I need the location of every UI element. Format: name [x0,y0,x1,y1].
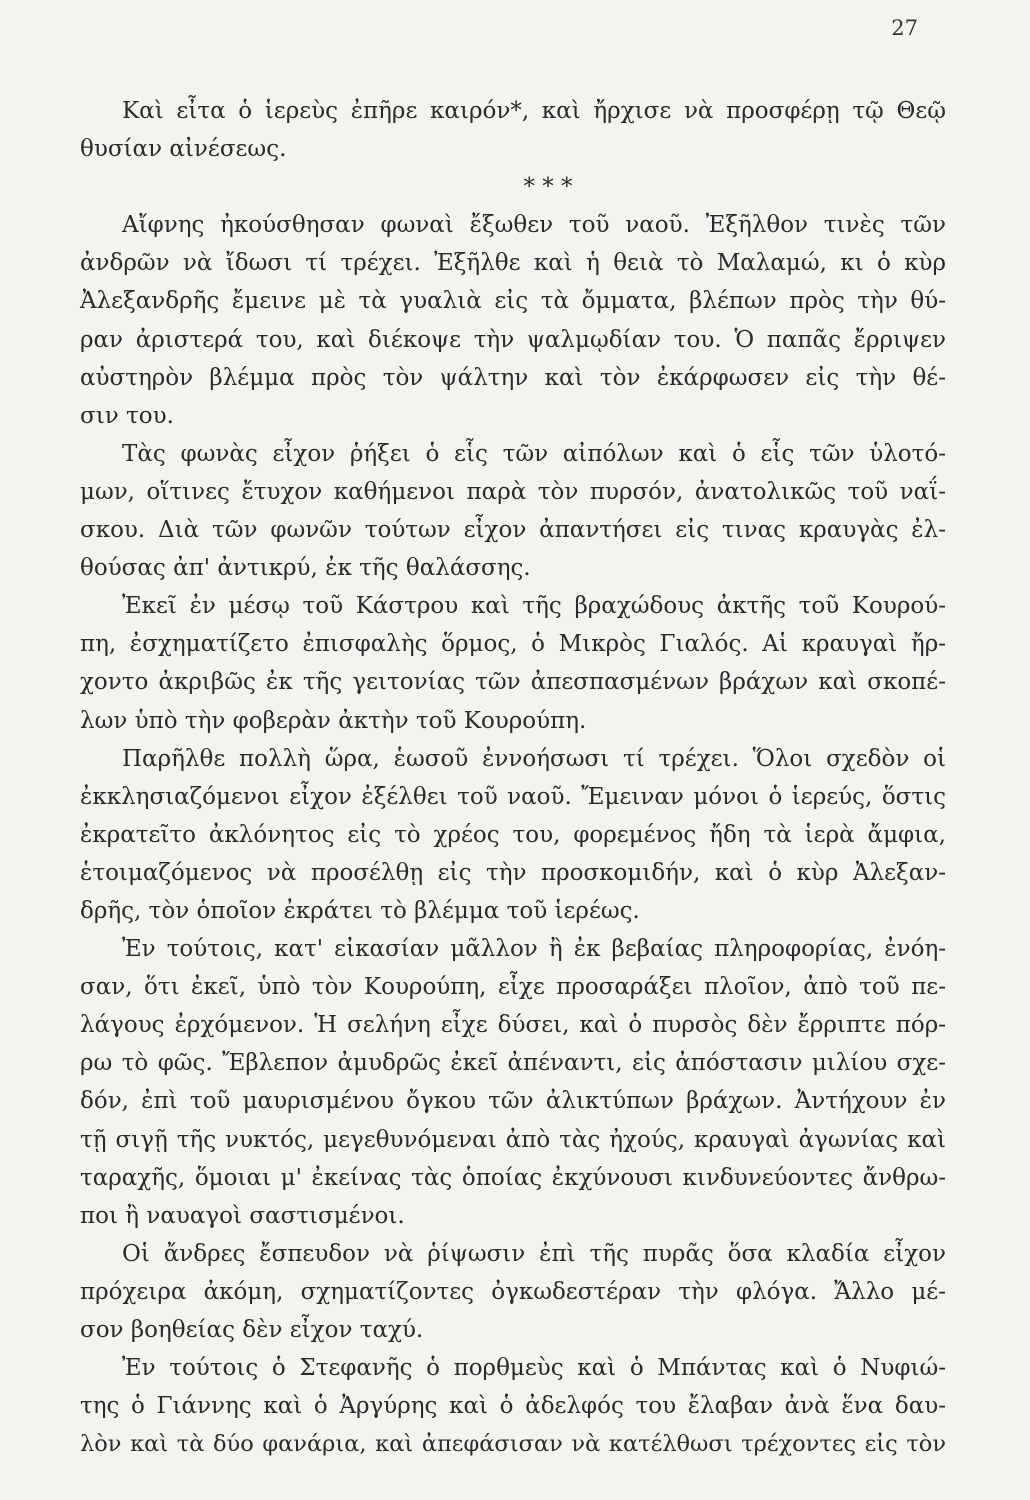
section-separator: * * * [523,174,573,201]
text-line: πρόχειρα ἀκόμη, σχηματίζοντες ὀγκωδεστέραν τὴν φλόγα. Ἄλλο μέ- [80,1278,946,1305]
text-line: Ἐν τούτοις, κατ' εἰκασίαν μᾶλλον ἢ ἐκ βεβαίας πληροφορίας, ἐνόη- [122,936,946,963]
text-line: θυσίαν αἰνέσεως. [80,136,287,163]
text-line: σιν του. [80,402,174,429]
page-number: 27 [891,16,918,40]
body-text [80,92,946,1463]
text-line: λων ὑπὸ τὴν φοβερὰν ἀκτὴν τοῦ Κουρούπη. [80,707,587,734]
text-line: σκου. Διὰ τῶν φωνῶν τούτων εἶχον ἀπαντήσει εἰς τινας κραυγὰς ἐλ- [80,517,946,544]
text-line: Καὶ εἶτα ὁ ἱερεὺς ἐπῆρε καιρόν*, καὶ ἤρχισε νὰ προσφέρῃ τῷ Θεῷ [122,98,946,124]
text-line: λάγους ἐρχόμενον. Ἡ σελήνη εἶχε δύσει, καὶ ὁ πυρσὸς δὲν ἔρριπτε πόρ- [80,1012,946,1039]
text-line: λὸν καὶ τὰ δύο φανάρια, καὶ ἀπεφάσισαν νὰ κατέλθωσι τρέχοντες εἰς τὸν [80,1431,946,1458]
text-line: Ἐν τούτοις ὁ Στεφανῆς ὁ πορθμεὺς καὶ ὁ Μπάντας καὶ ὁ Νυφιώ- [122,1355,946,1382]
text-line: Παρῆλθε πολλὴ ὥρα, ἑωσοῦ ἐννοήσωσι τί τρέχει. Ὅλοι σχεδὸν οἱ [122,745,946,772]
text-line: Ἀλεξανδρῆς ἔμεινε μὲ τὰ γυαλιὰ εἰς τὰ ὄμματα, βλέπων πρὸς τὴν θύ- [80,288,946,315]
text-line: πη, ἐσχηματίζετο ἐπισφαλὴς ὅρμος, ὁ Μικρὸς Γιαλός. Αἱ κραυγαὶ ἤρ- [80,631,946,658]
text-line: ἐκκλησιαζόμενοι εἶχον ἐξέλθει τοῦ ναοῦ. Ἔμειναν μόνοι ὁ ἱερεύς, ὅστις [80,783,946,810]
text-line: Αἴφνης ἠκούσθησαν φωναὶ ἔξωθεν τοῦ ναοῦ. Ἐξῆλθον τινὲς τῶν [122,212,946,239]
text-line: ἑτοιμαζόμενος νὰ προσέλθῃ εἰς τὴν προσκομιδήν, καὶ ὁ κὺρ Ἀλεξαν- [80,859,946,886]
text-line: της ὁ Γιάννης καὶ ὁ Ἀργύρης καὶ ὁ ἀδελφός του ἔλαβαν ἀνὰ ἕνα δαυ- [80,1393,946,1420]
text-line: σον βοηθείας δὲν εἶχον ταχύ. [80,1317,424,1343]
text-line: δρῆς, τὸν ὁποῖον ἐκράτει τὸ βλέμμα τοῦ ἱερέως. [80,897,640,924]
text-line: Ἐκεῖ ἐν μέσῳ τοῦ Κάστρου καὶ τῆς βραχώδους ἀκτῆς τοῦ Κουρού- [122,593,946,620]
text-line: ἐκρατεῖτο ἀκλόνητος εἰς τὸ χρέος του, φορεμένος ἤδη τὰ ἱερὰ ἄμφια, [80,821,946,848]
text-line: ἀνδρῶν νὰ ἴδωσι τί τρέχει. Ἐξῆλθε καὶ ἡ θειὰ τὸ Μαλαμώ, κι ὁ κὺρ [80,250,946,277]
text-line: σαν, ὅτι ἐκεῖ, ὑπὸ τὸν Κουρούπη, εἶχε προσαράξει πλοῖον, ἀπὸ τοῦ πε- [80,974,946,1001]
text-line: ταραχῆς, ὅμοιαι μ' ἐκείνας τὰς ὁποίας ἐκχύνουσι κινδυνεύοντες ἄνθρω- [80,1164,946,1191]
text-line: χοντο ἀκριβῶς ἐκ τῆς γειτονίας τῶν ἀπεσπασμένων βράχων καὶ σκοπέ- [80,669,946,696]
text-line: θούσας ἀπ' ἀντικρύ, ἐκ τῆς θαλάσσης. [80,555,531,582]
text-line: Οἱ ἄνδρες ἔσπευδον νὰ ῥίψωσιν ἐπὶ τῆς πυρᾶς ὅσα κλαδία εἶχον [122,1240,946,1267]
text-line: μων, οἵτινες ἔτυχον καθήμενοι παρὰ τὸν πυρσόν, ἀνατολικῶς τοῦ ναΐ- [80,478,946,505]
text-line: αὐστηρὸν βλέμμα πρὸς τὸν ψάλτην καὶ τὸν ἐκάρφωσεν εἰς τὴν θέ- [80,364,946,391]
text-line: τῇ σιγῇ τῆς νυκτός, μεγεθυνόμεναι ἀπὸ τὰς ἠχούς, κραυγαὶ ἀγωνίας καὶ [80,1126,946,1153]
text-line: δόν, ἐπὶ τοῦ μαυρισμένου ὄγκου τῶν ἀλικτύπων βράχων. Ἀντήχουν ἐν [80,1088,946,1115]
text-line: ποι ἢ ναυαγοὶ σαστισμένοι. [80,1202,405,1229]
text-line: ραν ἀριστερά του, καὶ διέκοψε τὴν ψαλμῳδίαν του. Ὁ παπᾶς ἔρριψεν [80,326,946,353]
text-line: ρω τὸ φῶς. Ἔβλεπον ἀμυδρῶς ἐκεῖ ἀπέναντι, εἰς ἀπόστασιν μιλίου σχε- [80,1050,946,1077]
text-line: Τὰς φωνὰς εἶχον ῥήξει ὁ εἷς τῶν αἰπόλων καὶ ὁ εἷς τῶν ὑλοτό- [122,440,946,467]
